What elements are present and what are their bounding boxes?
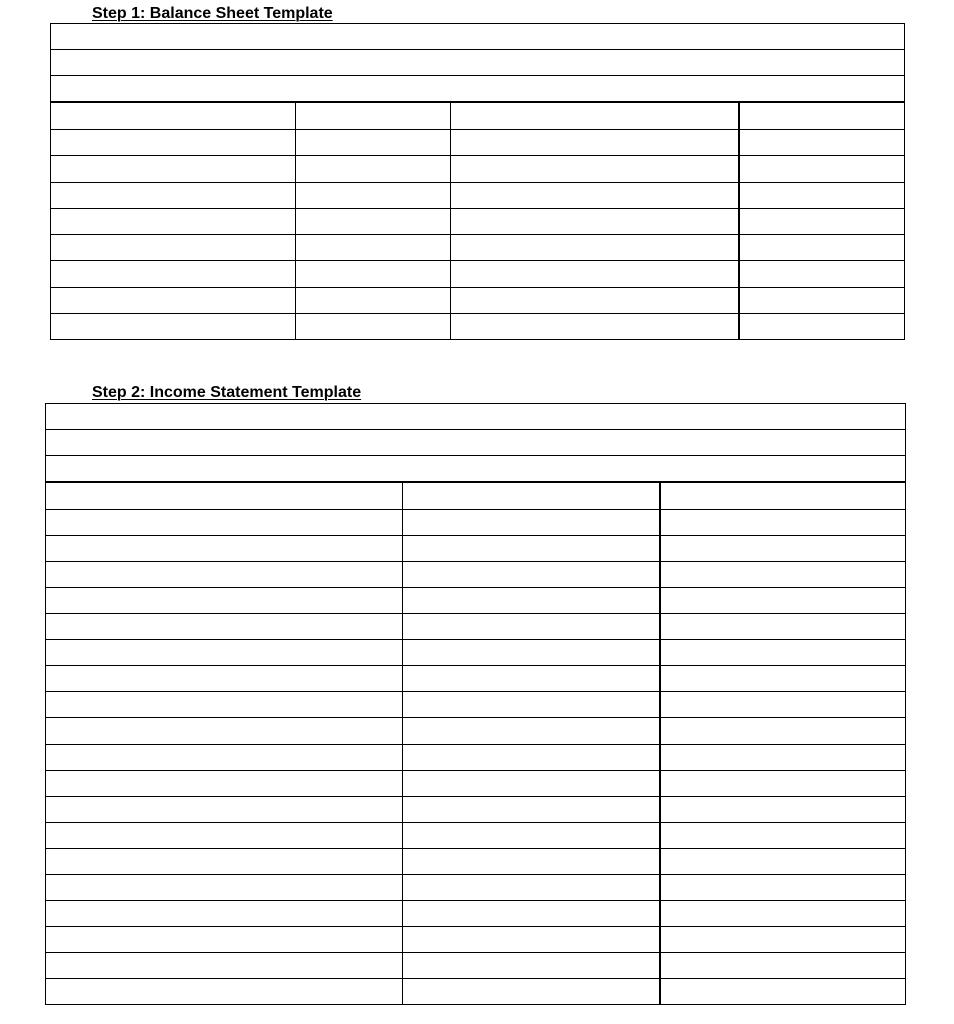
balance-sheet-cell-r8-c1[interactable] — [51, 287, 295, 313]
income-statement-cell-r1-c1[interactable] — [46, 483, 402, 509]
income-statement-row-divider — [46, 561, 905, 562]
balance-sheet-column-divider — [738, 102, 740, 339]
income-statement-row-divider — [46, 874, 905, 875]
balance-sheet-cell-r2-c1[interactable] — [51, 129, 295, 155]
income-statement-title — [92, 385, 361, 401]
income-statement-column-divider — [659, 482, 661, 1004]
income-statement-row-divider — [46, 613, 905, 614]
income-statement-cell-r15-c1[interactable] — [46, 848, 402, 874]
income-statement-cell-r19-c3[interactable] — [659, 952, 905, 978]
balance-sheet-cell-r9-c4[interactable] — [738, 313, 904, 339]
balance-sheet-header-row — [51, 50, 904, 76]
income-statement-row-divider — [46, 665, 905, 666]
income-statement-cell-r13-c3[interactable] — [659, 796, 905, 822]
balance-sheet-cell-r7-c3[interactable] — [450, 260, 738, 286]
balance-sheet-cell-r3-c1[interactable] — [51, 155, 295, 181]
income-statement-cell-r15-c2[interactable] — [402, 848, 659, 874]
income-statement-cell-r10-c2[interactable] — [402, 717, 659, 743]
balance-sheet-cell-r1-c4[interactable] — [738, 103, 904, 129]
balance-sheet-cell-r5-c3[interactable] — [450, 208, 738, 234]
income-statement-cell-r13-c1[interactable] — [46, 796, 402, 822]
balance-sheet-cell-r6-c3[interactable] — [450, 234, 738, 260]
income-statement-cell-r2-c1[interactable] — [46, 509, 402, 535]
income-statement-cell-r16-c1[interactable] — [46, 874, 402, 900]
income-statement-cell-r18-c2[interactable] — [402, 926, 659, 952]
balance-sheet-cell-r9-c2[interactable] — [295, 313, 450, 339]
income-statement-cell-r7-c1[interactable] — [46, 639, 402, 665]
income-statement-row-divider — [46, 796, 905, 797]
balance-sheet-row-divider — [51, 260, 904, 261]
income-statement-cell-r14-c1[interactable] — [46, 822, 402, 848]
balance-sheet-cell-r8-c2[interactable] — [295, 287, 450, 313]
income-statement-cell-r6-c1[interactable] — [46, 613, 402, 639]
balance-sheet-cell-r6-c4[interactable] — [738, 234, 904, 260]
income-statement-cell-r14-c3[interactable] — [659, 822, 905, 848]
income-statement-cell-r11-c1[interactable] — [46, 744, 402, 770]
income-statement-cell-r4-c3[interactable] — [659, 561, 905, 587]
income-statement-cell-r1-c2[interactable] — [402, 483, 659, 509]
income-statement-cell-r5-c3[interactable] — [659, 587, 905, 613]
income-statement-cell-r11-c2[interactable] — [402, 744, 659, 770]
income-statement-row-divider — [46, 691, 905, 692]
balance-sheet-cell-r3-c3[interactable] — [450, 155, 738, 181]
income-statement-row-divider — [46, 952, 905, 953]
income-statement-row-divider — [46, 744, 905, 745]
income-statement-row-divider — [46, 848, 905, 849]
balance-sheet-title — [92, 6, 333, 22]
income-statement-cell-r7-c3[interactable] — [659, 639, 905, 665]
income-statement-row-divider — [46, 900, 905, 901]
balance-sheet-row-divider — [51, 182, 904, 183]
income-statement-header-row — [46, 456, 905, 482]
balance-sheet-cell-r6-c2[interactable] — [295, 234, 450, 260]
balance-sheet-cell-r7-c1[interactable] — [51, 260, 295, 286]
income-statement-header-row — [46, 430, 905, 456]
balance-sheet-cell-r8-c3[interactable] — [450, 287, 738, 313]
income-statement-cell-r10-c3[interactable] — [659, 717, 905, 743]
income-statement-row-divider — [46, 509, 905, 510]
balance-sheet-cell-r5-c4[interactable] — [738, 208, 904, 234]
balance-sheet-row-divider — [51, 287, 904, 288]
income-statement-header-row — [46, 404, 905, 430]
balance-sheet-row-divider — [51, 208, 904, 209]
income-statement-cell-r20-c3[interactable] — [659, 978, 905, 1004]
balance-sheet-cell-r4-c4[interactable] — [738, 182, 904, 208]
balance-sheet-cell-r9-c1[interactable] — [51, 313, 295, 339]
income-statement-cell-r16-c3[interactable] — [659, 874, 905, 900]
balance-sheet-cell-r1-c2[interactable] — [295, 103, 450, 129]
balance-sheet-template — [50, 23, 905, 340]
balance-sheet-row-divider — [51, 155, 904, 156]
income-statement-row-divider — [46, 978, 905, 979]
balance-sheet-cell-r2-c3[interactable] — [450, 129, 738, 155]
income-statement-cell-r8-c2[interactable] — [402, 665, 659, 691]
income-statement-cell-r3-c2[interactable] — [402, 535, 659, 561]
income-statement-title-text: Step 2: Income Statement Template — [92, 384, 362, 401]
income-statement-cell-r10-c1[interactable] — [46, 717, 402, 743]
income-statement-cell-r9-c2[interactable] — [402, 691, 659, 717]
balance-sheet-cell-r5-c1[interactable] — [51, 208, 295, 234]
balance-sheet-cell-r9-c3[interactable] — [450, 313, 738, 339]
income-statement-cell-r6-c3[interactable] — [659, 613, 905, 639]
balance-sheet-cell-r2-c2[interactable] — [295, 129, 450, 155]
income-statement-cell-r2-c3[interactable] — [659, 509, 905, 535]
income-statement-row-divider — [46, 926, 905, 927]
income-statement-cell-r3-c3[interactable] — [659, 535, 905, 561]
balance-sheet-cell-r1-c1[interactable] — [51, 103, 295, 129]
balance-sheet-cell-r3-c2[interactable] — [295, 155, 450, 181]
balance-sheet-title-text: Step 1: Balance Sheet Template — [92, 5, 333, 22]
income-statement-cell-r8-c3[interactable] — [659, 665, 905, 691]
income-statement-cell-r7-c2[interactable] — [402, 639, 659, 665]
balance-sheet-cell-r2-c4[interactable] — [738, 129, 904, 155]
income-statement-row-divider — [46, 535, 905, 536]
income-statement-cell-r2-c2[interactable] — [402, 509, 659, 535]
income-statement-cell-r20-c2[interactable] — [402, 978, 659, 1004]
income-statement-cell-r3-c1[interactable] — [46, 535, 402, 561]
income-statement-column-divider — [402, 482, 403, 1004]
income-statement-cell-r19-c1[interactable] — [46, 952, 402, 978]
income-statement-cell-r15-c3[interactable] — [659, 848, 905, 874]
income-statement-cell-r1-c3[interactable] — [659, 483, 905, 509]
balance-sheet-cell-r7-c2[interactable] — [295, 260, 450, 286]
income-statement-row-divider — [46, 770, 905, 771]
balance-sheet-row-divider — [51, 129, 904, 130]
income-statement-cell-r18-c3[interactable] — [659, 926, 905, 952]
income-statement-cell-r17-c1[interactable] — [46, 900, 402, 926]
income-statement-cell-r17-c3[interactable] — [659, 900, 905, 926]
income-statement-cell-r12-c1[interactable] — [46, 770, 402, 796]
income-statement-cell-r4-c2[interactable] — [402, 561, 659, 587]
balance-sheet-row-divider — [51, 313, 904, 314]
income-statement-cell-r8-c1[interactable] — [46, 665, 402, 691]
income-statement-cell-r12-c3[interactable] — [659, 770, 905, 796]
income-statement-cell-r5-c2[interactable] — [402, 587, 659, 613]
balance-sheet-cell-r6-c1[interactable] — [51, 234, 295, 260]
balance-sheet-cell-r3-c4[interactable] — [738, 155, 904, 181]
income-statement-row-divider — [46, 587, 905, 588]
balance-sheet-cell-r8-c4[interactable] — [738, 287, 904, 313]
balance-sheet-cell-r1-c3[interactable] — [450, 103, 738, 129]
income-statement-cell-r19-c2[interactable] — [402, 952, 659, 978]
income-statement-cell-r12-c2[interactable] — [402, 770, 659, 796]
income-statement-cell-r16-c2[interactable] — [402, 874, 659, 900]
balance-sheet-column-divider — [295, 102, 296, 339]
income-statement-cell-r14-c2[interactable] — [402, 822, 659, 848]
income-statement-row-divider — [46, 717, 905, 718]
balance-sheet-cell-r4-c3[interactable] — [450, 182, 738, 208]
income-statement-cell-r9-c1[interactable] — [46, 691, 402, 717]
balance-sheet-row-divider — [51, 234, 904, 235]
income-statement-cell-r20-c1[interactable] — [46, 978, 402, 1004]
income-statement-cell-r17-c2[interactable] — [402, 900, 659, 926]
balance-sheet-column-divider — [450, 102, 451, 339]
income-statement-cell-r5-c1[interactable] — [46, 587, 402, 613]
income-statement-cell-r11-c3[interactable] — [659, 744, 905, 770]
income-statement-cell-r18-c1[interactable] — [46, 926, 402, 952]
balance-sheet-header-row — [51, 24, 904, 50]
income-statement-cell-r4-c1[interactable] — [46, 561, 402, 587]
balance-sheet-cell-r5-c2[interactable] — [295, 208, 450, 234]
income-statement-row-divider — [46, 822, 905, 823]
balance-sheet-cell-r4-c2[interactable] — [295, 182, 450, 208]
balance-sheet-header-row — [51, 76, 904, 102]
income-statement-cell-r6-c2[interactable] — [402, 613, 659, 639]
income-statement-template — [45, 403, 906, 1005]
income-statement-cell-r13-c2[interactable] — [402, 796, 659, 822]
balance-sheet-cell-r4-c1[interactable] — [51, 182, 295, 208]
income-statement-row-divider — [46, 639, 905, 640]
balance-sheet-cell-r7-c4[interactable] — [738, 260, 904, 286]
income-statement-cell-r9-c3[interactable] — [659, 691, 905, 717]
